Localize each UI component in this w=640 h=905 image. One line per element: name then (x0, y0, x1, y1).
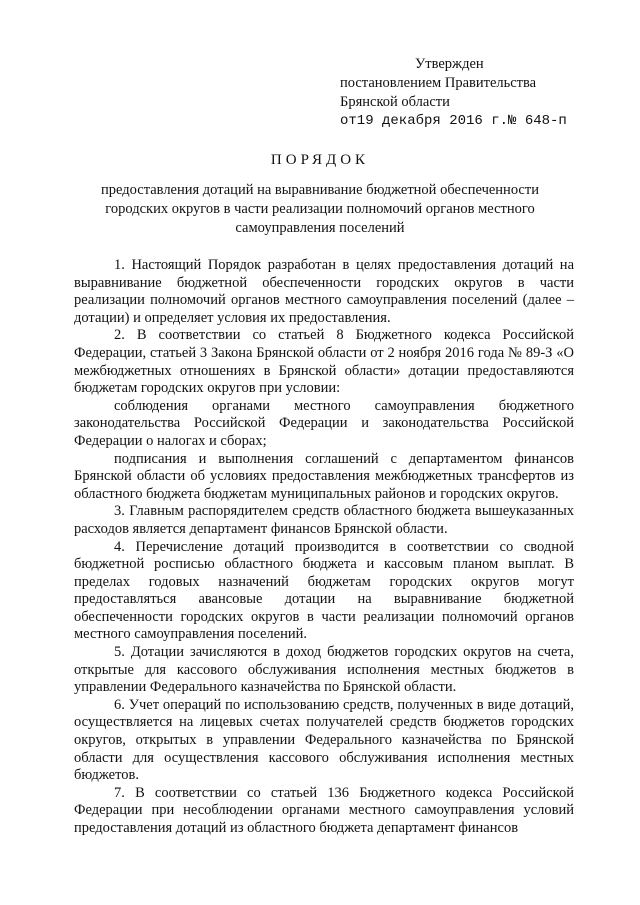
paragraph-2-condition-1: соблюдения органами местного самоуправления бюджетного законодательства Российской Федерации и законодательства Российской Федерации о налогах и сборах; (74, 397, 574, 449)
paragraph-2-condition-2: подписания и выполнения соглашений с департаментом финансов Брянской области об условиях предоставления межбюджетных трансфертов из областного бюджета бюджетам муниципальных районов и городских округов. (74, 450, 574, 502)
approval-line-1: Утвержден (415, 56, 484, 72)
paragraph-2: 2. В соответствии со статьей 8 Бюджетного кодекса Российской Федерации, статьей 3 Закона Брянской области от 2 ноября 2016 года № 89-З «О межбюджетных отношениях в Брянской области» дотации предоставляются бюджетам городских округов при условии: (74, 327, 574, 397)
document-subtitle: предоставления дотаций на выравнивание бюджетной обеспеченности городских округов в части реализации полномочий органов местного самоуправления поселений (101, 182, 539, 236)
approval-line-3: Брянской области (340, 94, 450, 110)
approval-date-line: от19 декабря 2016 г.№ 648-п (340, 113, 567, 129)
approval-stamp (340, 55, 620, 131)
paragraph-7: 7. В соответствии со статьей 136 Бюджетного кодекса Российской Федерации при несоблюдении органами местного самоуправления условий предоставления дотаций из областного бюджета департамент финансов (74, 784, 574, 836)
document-title: ПОРЯДОК (270, 152, 370, 168)
approval-line-2: постановлением Правительства (340, 75, 537, 91)
paragraph-6: 6. Учет операций по использованию средств, полученных в виде дотаций, осуществляется на лицевых счетах получателей средств бюджетов городских округов, открытых в управлении Федерального казначейства по Брянской области для осуществления кассового обслуживания исполнения местных бюджетов. (74, 696, 574, 784)
paragraph-5: 5. Дотации зачисляются в доход бюджетов городских округов на счета, открытые для кассового обслуживания исполнения местных бюджетов в управлении Федерального казначейства по Брянской области. (74, 644, 574, 696)
paragraph-3: 3. Главным распорядителем средств областного бюджета вышеуказанных расходов является департамент финансов Брянской области. (74, 503, 574, 537)
paragraph-4: 4. Перечисление дотаций производится в соответствии со сводной бюджетной росписью областного бюджета и кассовым планом выплат. В пределах годовых назначений бюджетам городских округов могут предоставляться авансовые дотации на выравнивание бюджетной обеспеченности городских округов в части реализации полномочий органов местного самоуправления поселений. (74, 538, 574, 643)
document-body (74, 257, 574, 838)
paragraph-1: 1. Настоящий Порядок разработан в целях предоставления дотаций на выравнивание бюджетной обеспеченности городских округов в части реализации полномочий органов местного самоуправления поселений (далее – дотации) и определяет условия их предоставления. (74, 257, 574, 326)
